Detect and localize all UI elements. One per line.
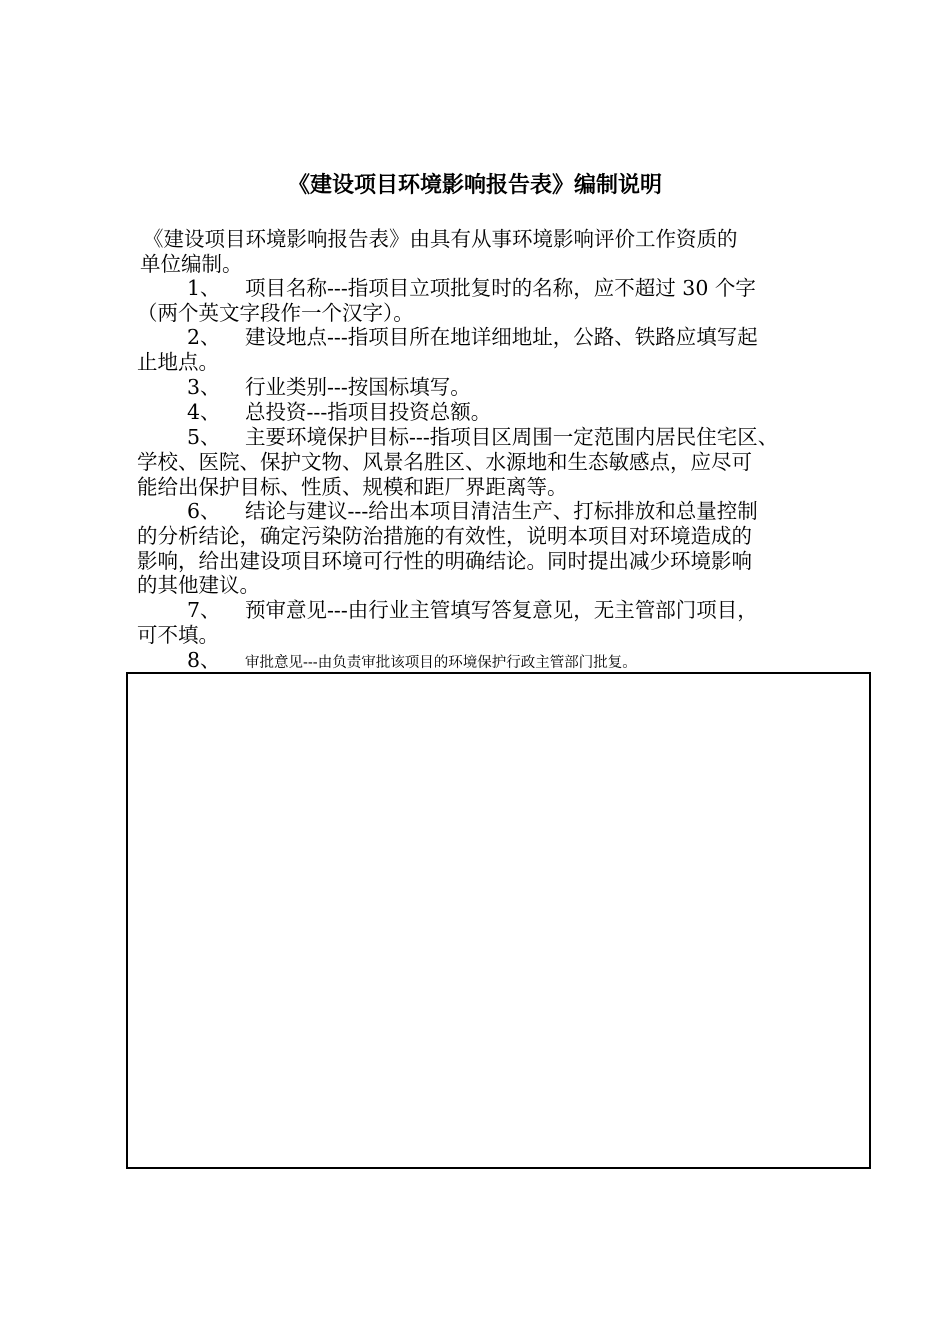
item-1-continuation: （两个英文字段作一个汉字）。 [137,301,414,325]
item-7-continuation: 可不填。 [137,623,219,647]
item-2-first-line [187,324,758,350]
item-7-first-line [187,597,758,623]
item-1-text: 项目名称---指项目立项批复时的名称，应不超过 30 个字 [245,276,756,300]
item-7-number: 7、 [187,598,221,622]
intro-line-2: 单位编制。 [140,252,243,276]
empty-bordered-box [126,672,871,1169]
item-5-continuation-2: 能给出保护目标、性质、规模和距厂界距离等。 [137,475,568,499]
item-4-number: 4、 [187,400,221,424]
item-6-first-line [187,498,758,524]
item-3-text: 行业类别---按国标填写。 [245,375,471,399]
item-2-continuation: 止地点。 [137,350,219,374]
item-5-first-line [187,424,778,450]
intro-line-1: 《建设项目环境影响报告表》由具有从事环境影响评价工作资质的 [143,227,738,251]
item-3-number: 3、 [187,375,221,399]
item-5-text: 主要环境保护目标---指项目区周围一定范围内居民住宅区、 [245,425,779,449]
item-8-number: 8、 [187,648,221,672]
item-6-continuation-3: 的其他建议。 [137,573,260,597]
item-6-continuation-1: 的分析结论，确定污染防治措施的有效性，说明本项目对环境造成的 [137,524,752,548]
item-6-number: 6、 [187,499,221,523]
item-1-first-line [187,275,756,301]
item-2-text: 建设地点---指项目所在地详细地址，公路、铁路应填写起 [245,325,758,349]
item-2-number: 2、 [187,325,221,349]
item-1-number: 1、 [187,276,221,300]
item-6-text: 结论与建议---给出本项目清洁生产、打标排放和总量控制 [245,499,758,523]
item-6-continuation-2: 影响，给出建设项目环境可行性的明确结论。同时提出减少环境影响 [137,549,752,573]
item-5-number: 5、 [187,425,221,449]
item-8-text: 审批意见---由负责审批该项目的环境保护行政主管部门批复。 [245,655,637,671]
item-7-text: 预审意见---由行业主管填写答复意见，无主管部门项目， [245,598,758,622]
item-3-first-line [187,374,471,400]
item-5-continuation-1: 学校、医院、保护文物、风景名胜区、水源地和生态敏感点，应尽可 [137,450,752,474]
item-4-text: 总投资---指项目投资总额。 [245,400,492,424]
document-title: 《建设项目环境影响报告表》编制说明 [287,173,662,198]
item-4-first-line [187,399,491,425]
